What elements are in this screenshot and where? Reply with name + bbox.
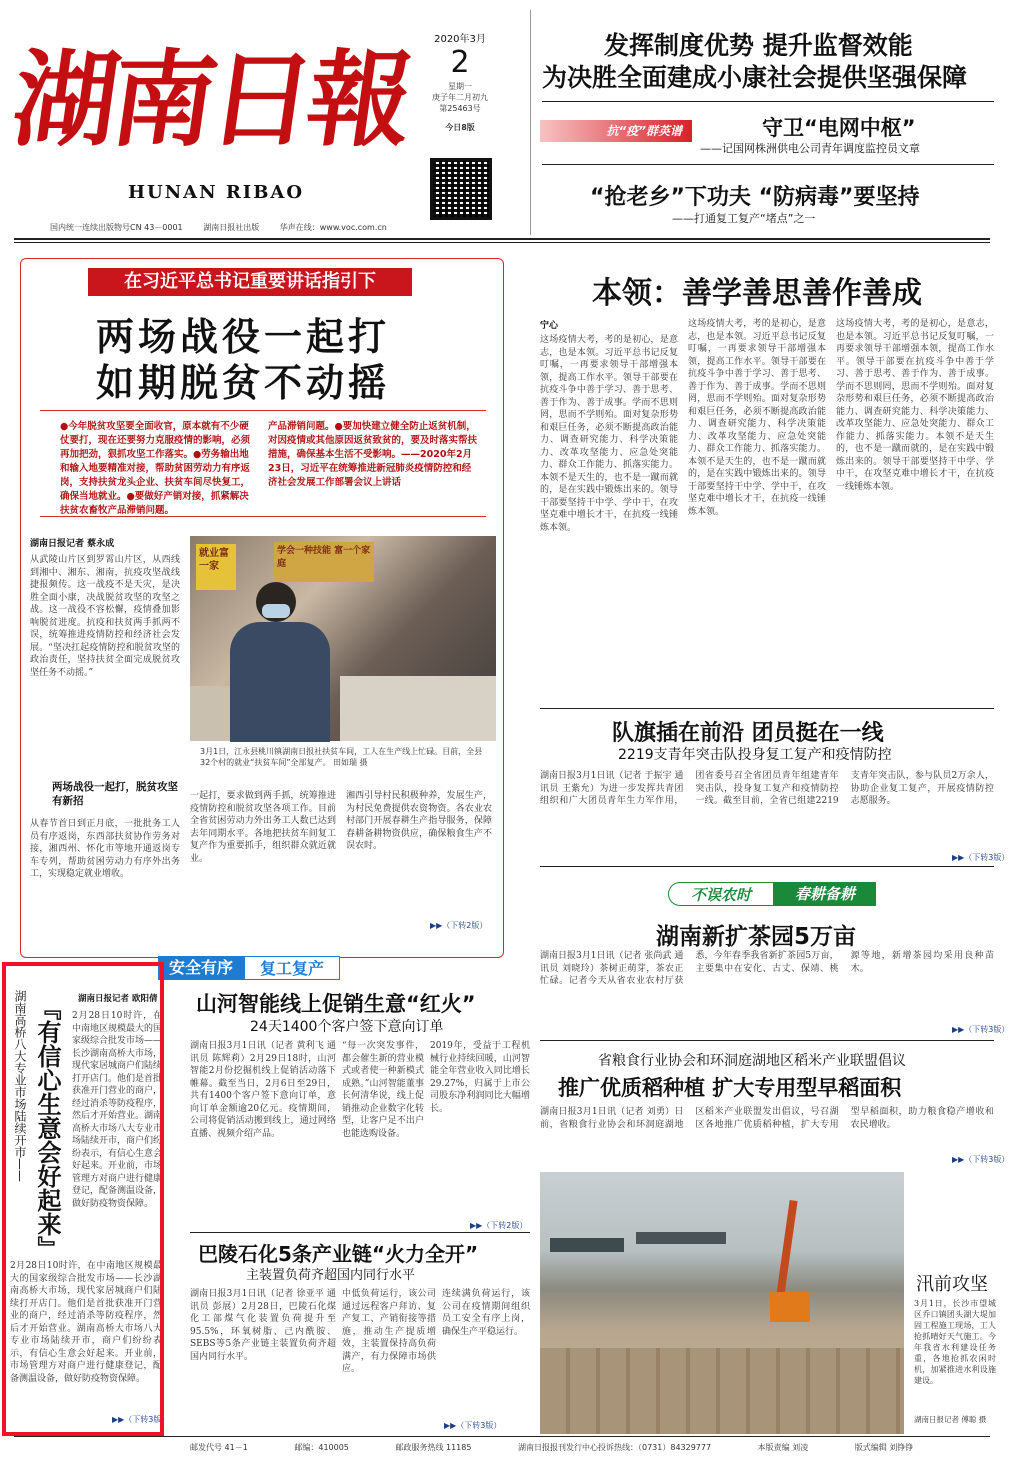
lead-quote-left: ●今年脱贫攻坚要全面收官，原本就有不少硬仗要打，现在还要努力克服疫情的影响，必须再加把劲，狠抓攻坚工作落实。●劳务输出地和输入地要精准对接，帮助贫困劳动力有序返岗，支持扶贫龙头企业、扶贫车间尽快复工，确保当地就业。●要做好产销对接，抓紧解决扶贫农畜牧产品滞销问题。: [60, 421, 251, 516]
trade-continued-link[interactable]: ▶▶（下转3版）: [112, 1415, 170, 1424]
date-lunar: 庚子年二月初九: [432, 93, 488, 102]
agri-body: 湖南日报3月1日讯（记者 张尚武 通讯员 刘晓玲）茶树正萌芽，茶农正忙碌。记者今天从省农业农村厅获悉，今年春季我省新扩茶园5万亩，主要集中在安化、古丈、保靖、桃源等地，新增茶园均采用良种苗木。: [540, 951, 994, 986]
flood-title[interactable]: 汛前攻坚: [916, 1274, 988, 1295]
resume-tag-1: 安全有序: [158, 956, 244, 980]
lead-body-2: 从春节首日到正月底，一批批务工人员有序返岗，东西部扶贫协作劳务对接，湘西州、怀化市等地开通返岗专车专列，帮助贫困劳动力有序外出务工，实现稳定就业增收。: [30, 819, 180, 879]
grain-body: 湖南日报3月1日讯（记者 刘勇）日前，省粮食行业协会和环洞庭湖地区稻米产业联盟发出倡议，号召湖区各地推广优质稻种植，扩大专用型早稻面积，助力粮食稳产增收和农民增收。: [540, 1107, 994, 1130]
issue-number: 第25463号: [439, 104, 481, 113]
date-year-month: 2020年3月: [434, 34, 486, 45]
lead-kicker-tag: 在习近平总书记重要讲话指引下: [88, 268, 412, 296]
photo-sign-1: 就业富一家: [196, 544, 236, 590]
masthead-info: [50, 222, 520, 233]
grain-kicker: 省粮食行业协会和环洞庭湖地区稻米产业联盟倡议: [598, 1053, 906, 1069]
footer-print: 湖南日报报刊发行中心投诉热线：（0731）84329777: [518, 1443, 712, 1452]
page-count: 今日8版: [445, 123, 475, 132]
youth-subtitle: 2219支青年突击队投身复工复产和疫情防控: [618, 747, 892, 763]
lead-subhead: 两场战役一起打，脱贫攻坚有新招: [52, 781, 178, 807]
lead-title-2[interactable]: 如期脱贫不动摇: [96, 361, 391, 405]
lead-quote-right: 产品滞销问题。●要加快建立健全防止返贫机制，对因疫情或其他原因返贫致贫的，要及时落实帮扶措施，确保基本生活不受影响。——2020年2月23日，习近平在统筹推进新冠肺炎疫情防控和经济社会发展工作部署会议上讲话: [268, 421, 478, 488]
commentary-col-1: 这场疫情大考，考的是初心，是意志，也是本领。习近平总书记反复叮嘱，一再要求领导干部增强本领，提高工作水平。领导干部要在抗疫斗争中善于学习、善于思考、善于作为、善于成事。学而不思则罔，思而不学则殆。面对复杂形势和艰巨任务，必须不断提高政治能力、调查研究能力、科学决策能力、改革攻坚能力、应急处突能力、群众工作能力、抓落实能力。本领不是天生的，也不是一蹴而就的，是在实践中锻炼出来的。领导干部要坚持干中学、学中干，在攻坚克难中增长才干，在抗疫一线锤炼本领。: [540, 335, 678, 533]
grain-title[interactable]: 推广优质稻种植 扩大专用型早稻面积: [558, 1076, 902, 1100]
lead-title-1[interactable]: 两场战役一起打: [96, 315, 391, 359]
cn-code: 国内统一连续出版物号CN 43－0001: [50, 223, 183, 232]
masthead-logo: 湖南日報: [5, 38, 415, 161]
footer-editor: 本版责编 刘凌: [757, 1443, 809, 1452]
shanhe-body-3: 2019年，受益于工程机械行业持续回暖，山河智能全年营业收入同比增长29.27%，归属于上市公司股东净利润同比大幅增长。: [430, 1041, 530, 1114]
baling-body-1: 湖南日报3月1日讯（记者 徐亚平 通讯员 彭展）2月28日，巴陵石化煤化工部煤气化装置负荷提升至95.5%，环氧树脂、己内酰胺、SEBS等5条产业链主装置负荷齐超国内同行水平。: [190, 1289, 336, 1362]
photo-credit: 田如瑞 摄: [333, 758, 368, 767]
youth-title[interactable]: 队旗插在前沿 团员挺在一线: [612, 721, 884, 746]
flood-credit: 湖南日报记者 傅聪 摄: [914, 1415, 987, 1424]
masthead-roman: HUNAN RIBAO: [128, 182, 305, 203]
commentary-title[interactable]: 本领：善学善思善作善成: [592, 276, 922, 311]
lead-body-1: 从武陵山片区到罗霄山片区，从西线到湘中、湘东、湘南，抗疫攻坚战线捷报频传。这一战疫不是天灾，是决胜全面小康，决战脱贫攻坚的攻坚之战。这一战役不容松懈，疫情叠加影响脱贫进度。抗疫和扶贫两手抓两不误，统筹推进疫情防控和经济社会发展。“坚决扛起疫情防控和脱贫攻坚的政治责任，坚持扶贫全面完成脱贫攻坚任务不动摇。”: [30, 555, 180, 678]
shanhe-subtitle: 24天1400个客户签下意向订单: [250, 1019, 444, 1035]
shanhe-title[interactable]: 山河智能线上促销生意“红火”: [196, 992, 476, 1016]
publisher: 湖南日报社出版: [203, 223, 260, 232]
trade-body-top: 2月28日10时许，在中南地区规模最大的国家级综合批发市场——长沙湖南高桥大市场，现代家居城商户们陆续打开店门。他们是首批获准开门营业的商户，经过消杀等防疫程序，然后才开始营业。湖南高桥大市场八大专业市场陆续开市，商户们纷纷表示，有信心生意会好起来。开业前，市场管理方对商户进行健康登记，配备测温设备，做好防疫物资保障。: [72, 1011, 163, 1209]
agri-tag-1: 不误农时: [668, 882, 774, 906]
youth-body: 湖南日报3月1日讯（记者 于振宇 通讯员 王紫允）为进一步发挥共青团组织和广大团员青年生力军作用，团省委号召全省团员青年组建青年突击队，投身复工复产和疫情防控一线。截至目前，全省已组建2219支青年突击队，参与队员2万余人，协助企业复工复产，开展疫情防控志愿服务。: [540, 771, 994, 806]
story2-title[interactable]: 守卫“电网中枢”: [762, 116, 916, 140]
website-link[interactable]: 华声在线：www.voc.com.cn: [279, 223, 387, 232]
footer-bar: [14, 1442, 994, 1453]
factory-photo: [190, 536, 496, 741]
footer-hotline: 邮政服务热线 11185: [395, 1443, 472, 1452]
lead-body-3: 一起打，要求做到两手抓，统筹推进疫情防控和脱贫攻坚各项工作。目前全省贫困劳动力外出务工人数已达到去年同期水平。各地把扶贫车间复工复产作为重要抓手，组织群众就近就业。: [190, 791, 336, 864]
commentary-byline: 宁心: [540, 321, 559, 331]
work-table-shape: [340, 676, 496, 741]
boat-shape: [550, 1238, 624, 1252]
highlight-annotation-box: [2, 962, 164, 1436]
story3-subtitle: ——打通复工复产“堵点”之一: [672, 212, 816, 225]
baling-continued-link[interactable]: ▶▶（下转3版）: [444, 1421, 502, 1430]
date-weekday: 星期一: [448, 82, 472, 91]
trade-vertical-subtitle: 湖南高桥八大专业市场陆续开市——: [13, 990, 27, 1182]
worker-body-shape: [230, 622, 330, 742]
resume-tag-2: 复工复产: [244, 956, 340, 980]
agri-tag-2: 春耕备耕: [774, 882, 876, 906]
embankment-shape: [540, 1348, 904, 1434]
top-headline-2[interactable]: 为决胜全面建成小康社会提供坚强保障: [542, 63, 968, 92]
footer-zip: 邮编：410005: [294, 1443, 349, 1452]
baling-body-3: 连续满负荷运行，该公司在疫情期间组织员工安全有序上岗，确保生产平稳运行。: [442, 1289, 530, 1337]
lead-body-4: 湘西引导村民积极种养，发展生产，为村民免费提供农资物资。各农业农村部门开展春耕生产指导服务，保障春耕备耕物资供应，确保粮食生产不误农时。: [346, 791, 492, 851]
date-day: 2: [450, 45, 470, 80]
shanhe-body-2: “每一次突发事件，都会催生新的营业模式或者使一种新模式成熟。”山河智能董事长何清华说，线上促销推动企业数字化转型，让客户足不出户也能选购设备。: [342, 1041, 424, 1139]
photo-caption-text: 3月1日，江永县桃川镇湖南日报社扶贫车间，工人在生产线上忙碌。目前，全县32个村的就业“扶贫车间”全部复产。: [200, 747, 483, 767]
shanhe-body-1: 湖南日报3月1日讯（记者 黄利飞 通讯员 陈辉莉）2月29日18时，山河智能2月份挖掘机线上促销活动落下帷幕。截至当日，2月6日至29日，共有1400个客户签下意向订单，意向订单金额逾20亿元。疫情期间，公司将促销活动搬到线上，通过网络直播、视频介绍产品。: [190, 1041, 336, 1139]
trade-byline: 湖南日报记者 欧阳倩: [78, 994, 158, 1004]
trade-body-bottom: 2月28日10时许，在中南地区规模最大的国家级综合批发市场——长沙湖南高桥大市场，现代家居城商户们陆续打开店门。他们是首批获准开门营业的商户，经过消杀等防疫程序，然后才开始营业。湖南高桥大市场八大专业市场陆续开市，商户们纷纷表示，有信心生意会好起来。开业前，市场管理方对商户进行健康登记，配备测温设备，做好防疫物资保障。: [10, 1261, 162, 1384]
face-mask-shape: [262, 604, 290, 618]
boxes-shape: [190, 686, 230, 741]
trade-vertical-title[interactable]: 『有信心生意会好起来』: [33, 996, 61, 1260]
barge-shape: [636, 1232, 726, 1244]
lead-byline: 湖南日报记者 蔡永成: [30, 539, 115, 549]
shanhe-continued-link[interactable]: ▶▶（下转2版）: [470, 1221, 528, 1230]
date-box: [420, 30, 500, 133]
excavator-shape: [770, 1292, 810, 1322]
lead-continued-link[interactable]: ▶▶（下转2版）: [430, 921, 488, 930]
commentary-col-3: 这场疫情大考，考的是初心，是意志，也是本领。习近平总书记反复叮嘱，一再要求领导干部增强本领，提高工作水平。领导干部要在抗疫斗争中善于学习、善于思考、善于作为、善于成事。学而不思则罔，思而不学则殆。面对复杂形势和艰巨任务，必须不断提高政治能力、调查研究能力、科学决策能力、改革攻坚能力、应急处突能力、群众工作能力、抓落实能力。本领不是天生的，也不是一蹴而就的，是在实践中锻炼出来的。领导干部要坚持干中学、学中干，在攻坚克难中增长才干，在抗疫一线锤炼本领。: [836, 319, 994, 492]
photo-caption: [200, 746, 492, 768]
agri-continued-link[interactable]: ▶▶（下转3版）: [952, 1025, 1009, 1034]
story3-title[interactable]: “抢老乡”下功夫 “防病毒”要坚持: [590, 185, 920, 210]
photo-sign-2: 学会一种技能 富一个家庭: [274, 542, 374, 582]
baling-title[interactable]: 巴陵石化5条产业链“火力全开”: [198, 1242, 479, 1266]
agri-title[interactable]: 湖南新扩茶园5万亩: [656, 924, 857, 950]
top-headline-1[interactable]: 发挥制度优势 提升监督效能: [604, 31, 913, 60]
footer-postal-code: 邮发代号 41－1: [190, 1443, 248, 1452]
column-tag-heroes: 抗“疫”群英谱: [540, 120, 692, 142]
footer-design: 版式编辑 刘铮铮: [854, 1443, 914, 1452]
qr-code-icon: [430, 158, 492, 220]
baling-body-2: 中低负荷运行，该公司通过远程客户拜访、复产复工、产销衔接等措施，推动生产提质增效，主装置保持高负荷满产，有力保障市场供应。: [342, 1289, 436, 1374]
grain-continued-link[interactable]: ▶▶（下转3版）: [952, 1155, 1009, 1164]
flood-photo: [540, 1172, 904, 1434]
baling-subtitle: 主装置负荷齐超国内同行水平: [246, 1268, 416, 1283]
flood-body: 3月1日，长沙市望城区乔口镇团头湖大堤加固工程施工现场，工人抢抓晴好天气施工。今年我省水利建设任务重，各地抢抓农闲时机，加紧推进水利设施建设。: [914, 1299, 996, 1385]
youth-continued-link[interactable]: ▶▶（下转3版）: [952, 853, 1009, 862]
commentary-col-2: 这场疫情大考，考的是初心，是意志，也是本领。习近平总书记反复叮嘱，一再要求领导干部增强本领，提高工作水平。领导干部要在抗疫斗争中善于学习、善于思考、善于作为、善于成事。学而不思则罔，思而不学则殆。面对复杂形势和艰巨任务，必须不断提高政治能力、调查研究能力、科学决策能力、改革攻坚能力、应急处突能力、群众工作能力、抓落实能力。本领不是天生的，也不是一蹴而就的，是在实践中锻炼出来的。领导干部要坚持干中学、学中干，在攻坚克难中增长才干，在抗疫一线锤炼本领。: [688, 319, 826, 517]
story2-subtitle: ——记国网株洲供电公司青年调度监控员文章: [700, 142, 920, 155]
